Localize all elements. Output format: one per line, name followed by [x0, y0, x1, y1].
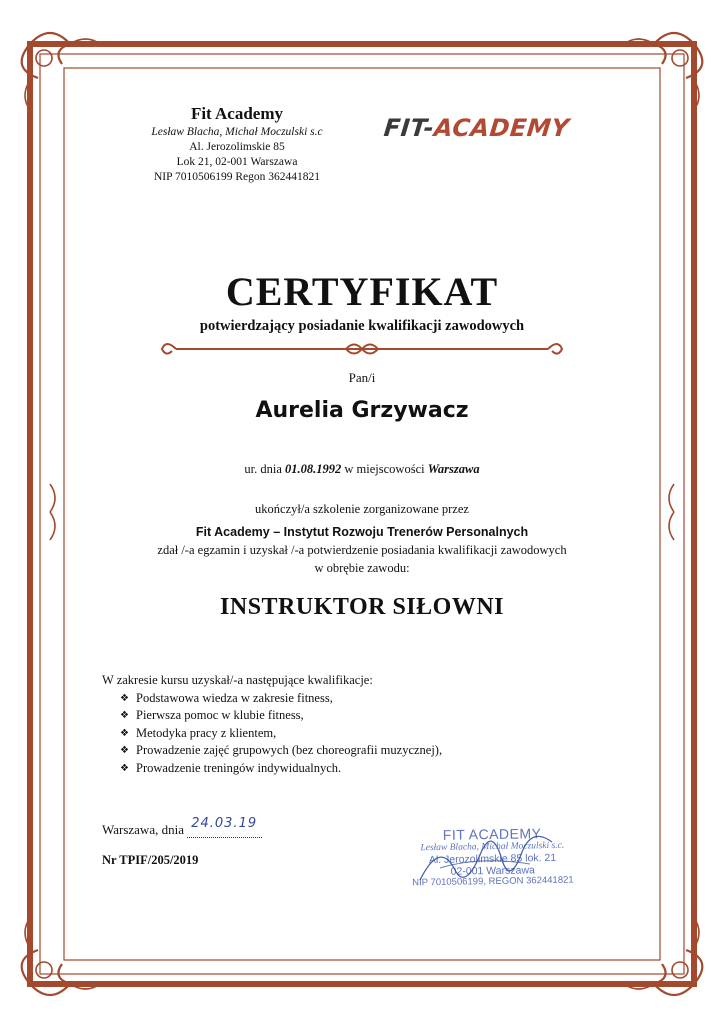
fit-academy-logo	[384, 114, 580, 144]
list-item: ❖ Pierwsza pomoc w klubie fitness,	[120, 707, 442, 725]
logo-part-academy: ACADEMY	[432, 114, 571, 142]
born-middle: w miejscowości	[344, 462, 425, 476]
certificate-number: Nr TPIF/205/2019	[102, 853, 199, 867]
institute-name: Fit Academy – Instytut Rozwoju Trenerów Personalnych	[195, 525, 529, 539]
birth-date: 01.08.1992	[285, 462, 342, 476]
issuer-city: Lok 21, 02-001 Warszawa	[176, 155, 298, 168]
qualifications-section	[102, 672, 442, 777]
stamp-owners: Lesław Blacha, Michał Moczulski s.c.	[420, 840, 565, 854]
issuer-street: Al. Jerozolimskie 85	[189, 141, 285, 154]
issuer-block	[132, 103, 342, 185]
place-label: Warszawa, dnia	[102, 822, 184, 837]
certificate-title: CERTYFIKAT	[225, 269, 499, 314]
issuer-ids: NIP 7010506199 Regon 362441821	[153, 170, 320, 183]
logo-part-fit: FIT-	[382, 114, 436, 142]
qualifications-intro: W zakresie kursu uzyskał/-a następujące kwalifikacje:	[102, 673, 373, 687]
list-item: ❖ Podstawowa wiedza w zakresie fitness,	[120, 690, 442, 708]
issuer-name: Fit Academy	[190, 104, 284, 123]
diamond-bullet-icon: ❖	[120, 692, 129, 704]
certificate-subtitle: potwierdzający posiadanie kwalifikacji zawodowych	[199, 318, 525, 334]
stamp-city: 02-001 Warszawa	[450, 864, 535, 878]
recipient-name: Aurelia Grzywacz	[255, 398, 469, 423]
profession-title: INSTRUKTOR SIŁOWNI	[220, 594, 504, 620]
passed-text: zdał /-a egzamin i uzyskał /-a potwierdzenie posiadania kwalifikacji zawodowych	[157, 543, 567, 557]
issue-place-date	[102, 816, 262, 838]
diamond-bullet-icon: ❖	[120, 727, 129, 739]
salutation: Pan/i	[348, 370, 376, 385]
qualifications-list	[120, 690, 442, 778]
birth-info	[0, 462, 724, 477]
completed-text: ukończył/a szkolenie zorganizowane przez	[255, 502, 469, 516]
within-text: w obrębie zawodu:	[314, 561, 410, 575]
diamond-bullet-icon: ❖	[120, 762, 129, 774]
diamond-bullet-icon: ❖	[120, 710, 129, 721]
signature-scribble	[410, 820, 570, 900]
diamond-bullet-icon: ❖	[120, 745, 129, 756]
ornamental-divider	[160, 338, 564, 360]
stamp-name: FIT ACADEMY	[442, 825, 542, 843]
list-item: ❖ Prowadzenie zajęć grupowych (bez choreografii muzycznej),	[120, 742, 442, 760]
issuer-owners: Lesław Blacha, Michał Moczulski s.c	[151, 126, 323, 139]
birth-place: Warszawa	[427, 462, 480, 476]
list-item: ❖ Prowadzenie treningów indywidualnych.	[120, 760, 442, 778]
stamp-street: Al. Jerozolimskie 85 lok. 21	[428, 851, 557, 867]
stamp-ids: NIP 7010506199, REGON 362441821	[412, 874, 574, 889]
handwritten-date: 24.03.19	[191, 816, 258, 831]
born-prefix: ur. dnia	[244, 462, 282, 476]
date-line	[187, 816, 262, 838]
list-item: ❖ Metodyka pracy z klientem,	[120, 725, 442, 743]
